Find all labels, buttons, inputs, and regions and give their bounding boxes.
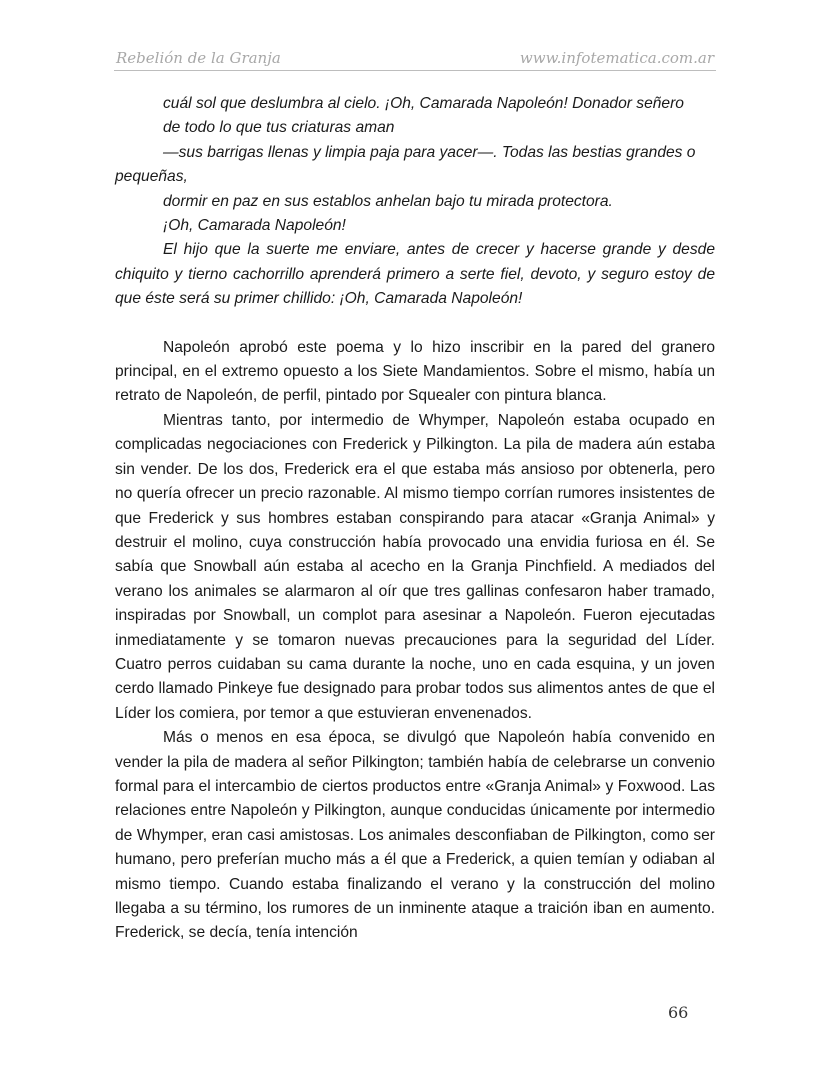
- poem-line: dormir en paz en sus establos anhelan bajo tu mirada protectora.: [163, 192, 613, 210]
- paragraph: Mientras tanto, por intermedio de Whymper, Napoleón estaba ocupado en complicadas negociaciones con Frederick y Pilkington. La pila de madera aún estaba sin vender. De los dos, Frederick era el que estaba más ansioso por obtenerla, pero no quería ofrecer un precio razonable. Al mismo tiempo corrían rumores insistentes de que Frederick y sus hombres estaban conspirando para atacar «Granja Animal» y destruir el molino, cuya construcción había provocado una envidia furiosa en él. Se sabía que Snowball aún estaba al acecho en la Granja Pinchfield. A mediados del verano los animales se alarmaron al oír que tres gallinas confesaron haber tramado, inspiradas por Snowball, un complot para asesinar a Napoleón. Fueron ejecutadas inmediatamente y se tomaron nuevas precauciones para la seguridad del Líder. Cuatro perros cuidaban su cama durante la noche, uno en cada esquina, y un joven cerdo llamado Pinkeye fue designado para probar todos sus alimentos antes de que el Líder los comiera, por temor a que estuvieran envenenados.: [115, 411, 715, 722]
- poem-line: de todo lo que tus criaturas aman: [163, 119, 395, 137]
- poem-line: El hijo que la suerte me enviare, antes de crecer y hacerse grande y desde chiquito y tierno cachorrillo aprenderá primero a serte fiel, devoto, y seguro estoy de que éste será su primer chillido: ¡Oh, Camarada Napoleón!: [115, 241, 715, 308]
- poem-block: [115, 92, 715, 312]
- page-number: 66: [668, 1003, 689, 1022]
- poem-line: —sus barrigas llenas y limpia paja para yacer—. Todas las bestias grandes o pequeñas,: [115, 143, 696, 186]
- book-title: Rebelión de la Granja: [116, 49, 281, 67]
- paragraph: Napoleón aprobó este poema y lo hizo inscribir en la pared del granero principal, en el extremo opuesto a los Siete Mandamientos. Sobre el mismo, había un retrato de Napoleón, de perfil, pintado por Squealer con pintura blanca.: [115, 338, 715, 405]
- poem-line: cuál sol que deslumbra al cielo. ¡Oh, Camarada Napoleón! Donador señero: [163, 95, 684, 112]
- poem-line: ¡Oh, Camarada Napoleón!: [163, 217, 346, 235]
- website-url: www.infotematica.com.ar: [519, 49, 714, 67]
- page-header: [114, 46, 716, 71]
- prose-block: [115, 336, 715, 946]
- page-body: [115, 92, 715, 946]
- paragraph: Más o menos en esa época, se divulgó que Napoleón había convenido en vender la pila de madera al señor Pilkington; también había de celebrarse un convenio formal para el intercambio de ciertos productos entre «Granja Animal» y Foxwood. Las relaciones entre Napoleón y Pilkington, aunque conducidas únicamente por intermedio de Whymper, eran casi amistosas. Los animales desconfiaban de Pilkington, como ser humano, pero preferían mucho más a él que a Frederick, a quien temían y odiaban al mismo tiempo. Cuando estaba finalizando el verano y la construcción del molino llegaba a su término, los rumores de un inminente ataque a traición iban en aumento. Frederick, se decía, tenía intención: [115, 729, 715, 942]
